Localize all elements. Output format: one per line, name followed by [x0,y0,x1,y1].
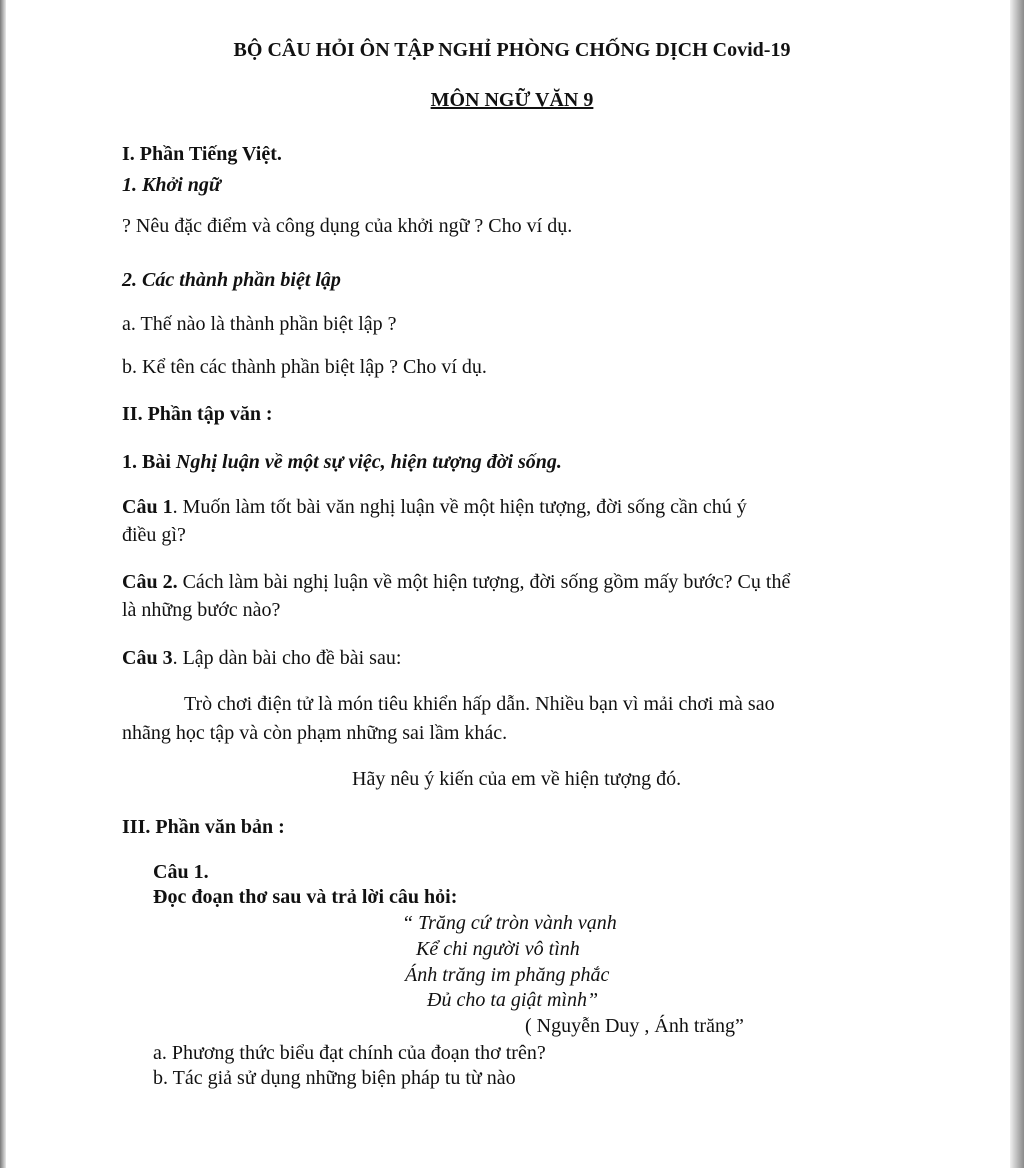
prompt-line-3: Hãy nêu ý kiến của em về hiện tượng đó. [352,768,682,790]
part2-q1-text: . Muốn làm tốt bài văn nghị luận về một hiện tượng, đời sống cần chú ý [172,496,747,518]
part3-heading: III. Phần văn bản : [122,816,285,838]
part2-lesson [122,450,562,474]
prompt-line-2: nhãng học tập và còn phạm những sai lầm khác. [122,722,508,744]
poem-line-2: Kể chi người vô tình [416,938,580,960]
part1-sub2-a: a. Thế nào là thành phần biệt lập ? [122,313,397,335]
part3-q1-label: Câu 1. [153,861,209,883]
part1-sub1-title: 1. Khởi ngữ [122,174,221,196]
poem-source: ( Nguyễn Duy , Ánh trăng” [525,1015,744,1037]
part1-sub1-question: ? Nêu đặc điểm và công dụng của khởi ngữ ? Cho ví dụ. [122,215,573,237]
part3-instruction: Đọc đoạn thơ sau và trả lời câu hỏi: [153,886,458,908]
part2-q3-text: . Lập dàn bài cho đề bài sau: [172,647,402,669]
part2-lesson-prefix: 1. Bài [122,451,176,473]
part2-q1-label: Câu 1 [122,496,173,518]
part1-sub2-title: 2. Các thành phần biệt lập [122,269,341,291]
part2-q3 [122,646,401,670]
part2-lesson-title: Nghị luận về một sự việc, hiện tượng đời sống. [175,451,562,473]
part2-q2-line1 [122,570,790,594]
poem-line-3: Ánh trăng im phăng phắc [405,964,610,986]
part3-question-a: a. Phương thức biểu đạt chính của đoạn thơ trên? [153,1042,546,1064]
part2-q1-line1 [122,495,747,519]
part2-q2-label: Câu 2. [122,571,178,593]
subject-title [0,88,1024,112]
subject-title-text: MÔN NGỮ VĂN 9 [430,89,594,111]
part2-q3-label: Câu 3 [122,647,173,669]
part3-question-b: b. Tác giả sử dụng những biện pháp tu từ nào [153,1067,516,1089]
part2-q2-text: Cách làm bài nghị luận về một hiện tượng, đời sống gồm mấy bước? Cụ thể [177,571,791,593]
part1-sub2-b: b. Kể tên các thành phần biệt lập ? Cho ví dụ. [122,356,487,378]
part2-q2-line2: là những bước nào? [122,599,281,621]
poem-line-1: “ Trăng cứ tròn vành vạnh [402,912,617,934]
poem-line-4: Đủ cho ta giật mình” [427,989,599,1011]
prompt-line-1: Trò chơi điện tử là món tiêu khiển hấp dẫn. Nhiều bạn vì mải chơi mà sao [184,693,775,715]
part1-heading: I. Phần Tiếng Việt. [122,143,282,165]
part2-q1-line2: điều gì? [122,524,186,546]
document-title: BỘ CÂU HỎI ÔN TẬP NGHỈ PHÒNG CHỐNG DỊCH Covid-19 [233,39,791,61]
part2-heading: II. Phần tập văn : [122,403,273,425]
